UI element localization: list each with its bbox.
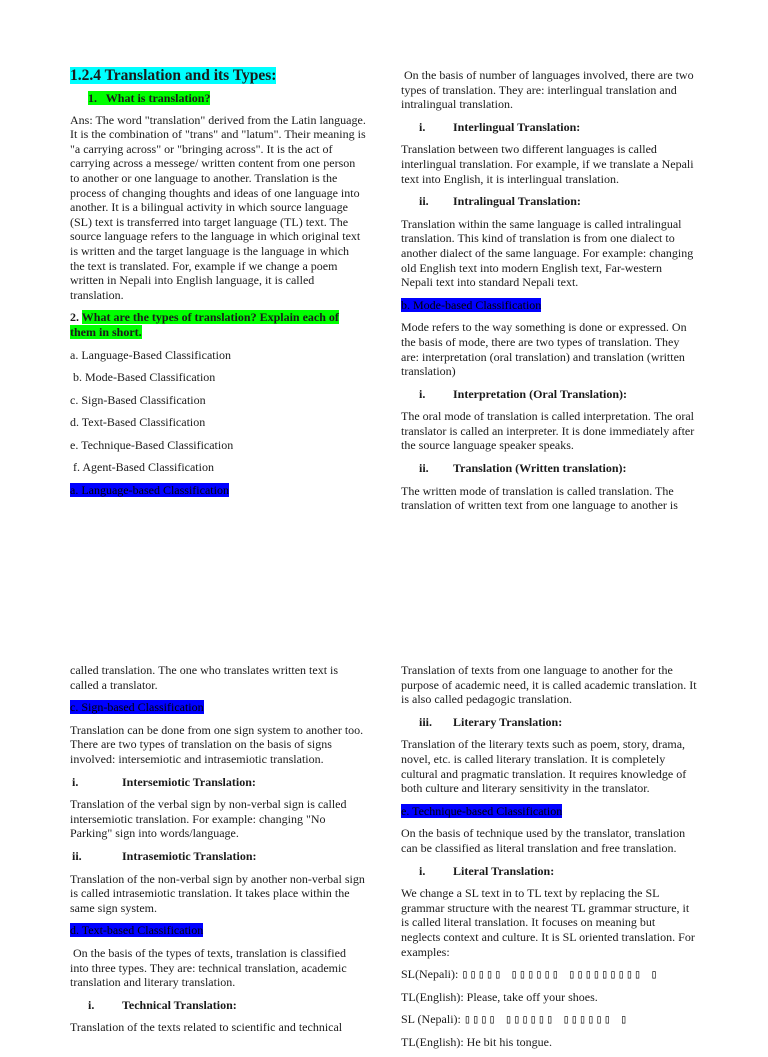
interpretation-text: The oral mode of translation is called interpretation. The oral translator is called an interpreter. It is done immediately after the source language speaker speaks. bbox=[401, 409, 695, 453]
example-1-tl: TL(English): Please, take off your shoes. bbox=[401, 989, 598, 1004]
bottom-left-column bbox=[70, 663, 366, 1043]
question-1: 1. What is translation? bbox=[88, 91, 211, 105]
technique-text: On the basis of technique used by the translator, translation can be classified as literal translation and free translation. bbox=[401, 826, 686, 855]
interlingual-text: Translation between two different languages is called interlingual translation. For example, if we translate a Nepali text into English, it is interlingual translation. bbox=[401, 142, 694, 186]
list-item: b. Mode-Based Classification bbox=[70, 370, 216, 385]
section-d-heading: d. Text-based Classification bbox=[70, 923, 204, 938]
bottom-right-column bbox=[401, 663, 697, 1057]
list-item: a. Language-Based Classification bbox=[70, 347, 231, 362]
question-2: 2. What are the types of translation? Explain each of them in short. bbox=[70, 310, 339, 339]
subheading-intralingual: ii. Intralingual Translation: bbox=[419, 194, 581, 209]
list-item: e. Technique-Based Classification bbox=[70, 437, 234, 452]
subheading-interlingual: i. Interlingual Translation: bbox=[419, 119, 581, 134]
section-a-heading: a. Language-based Classification bbox=[70, 483, 229, 498]
subheading-written-translation: ii. Translation (Written translation): bbox=[419, 461, 627, 476]
section-b-heading: b. Mode-based Classification bbox=[401, 297, 542, 312]
academic-text: Translation of texts from one language to another for the purpose of academic need, it is called academic translation. It is also called pedagogic translation. bbox=[401, 663, 697, 707]
answer-paragraph: Ans: The word "translation" derived from the Latin language. It is the combination of "trans" and "latum". Their meaning is "a carrying across" or "bringing across". It is the act of carrying across a messege/ written content from one person to another or one language to another. Translation is the process of changing thoughts and ideas of one language into another. It is a bilingual activity in which source language (SL) text is transferred into target language (TL) text. The source language refers to the language in which original text is written and the target language is the language in which the text is translated. For, example if we change a poem written in Nepali into English language, it is called translation. bbox=[70, 112, 366, 302]
intersemiotic-text: Translation of the verbal sign by non-verbal sign is called intersemiotic translation. For example: changing "No Parking" sign into words/language. bbox=[70, 797, 347, 841]
sign-text: Translation can be done from one sign system to another too. There are two types of translation on the basis of signs involved: intersemiotic and intrasemiotic translation. bbox=[70, 722, 364, 766]
intralingual-text: Translation within the same language is called intralingual translation. This kind of translation is from one dialect to another dialect of the same language. For example: changing old English text into modern English text, Far-western Nepali text into standard Nepali text. bbox=[401, 216, 694, 290]
section-heading: 1.2.4 Translation and its Types: bbox=[70, 67, 277, 84]
list-item: f. Agent-Based Classification bbox=[70, 460, 214, 475]
text-based-text: On the basis of the types of texts, translation is classified into three types. They are: technical translation, academic translation and literary translation. bbox=[70, 945, 350, 990]
subheading-literary: iii. Literary Translation: bbox=[419, 714, 563, 729]
subheading-intrasemiotic: ii. Intrasemiotic Translation: bbox=[72, 848, 257, 863]
top-right-column bbox=[401, 68, 697, 521]
subheading-interpretation: i. Interpretation (Oral Translation): bbox=[419, 386, 627, 401]
continued-text: called translation. The one who translates written text is called a translator. bbox=[70, 663, 339, 692]
subheading-literal: i. Literal Translation: bbox=[419, 863, 555, 878]
top-left-column bbox=[70, 66, 366, 506]
section-e-heading: e. Technique-based Classification bbox=[401, 803, 563, 818]
technical-text: Translation of the texts related to scientific and technical bbox=[70, 1020, 343, 1035]
subheading-intersemiotic: i. Intersemiotic Translation: bbox=[72, 774, 256, 789]
list-item: c. Sign-Based Classification bbox=[70, 392, 206, 407]
mode-text: Mode refers to the way something is done or expressed. On the basis of mode, there are two types of translation. They are: interpretation (oral translation) and translation (written translation) bbox=[401, 320, 687, 379]
example-2-sl: SL (Nepali): ▯▯▯▯ ▯▯▯▯▯▯ ▯▯▯▯▯▯ ▯ bbox=[401, 1012, 629, 1027]
subheading-technical: i. Technical Translation: bbox=[88, 997, 237, 1012]
intrasemiotic-text: Translation of the non-verbal sign by another non-verbal sign is called intrasemiotic translation. It takes place within the same sign system. bbox=[70, 871, 365, 915]
literal-text: We change a SL text in to TL text by replacing the SL grammar structure with the nearest TL grammar structure, it is called literal translation. It focuses on meaning but neglects context and culture. It is SL oriented translation. For examples: bbox=[401, 886, 695, 959]
example-2-tl: TL(English): He bit his tongue. bbox=[401, 1034, 552, 1049]
literary-text: Translation of the literary texts such as poem, story, drama, novel, etc. is called literary translation. It is completely cultural and pragmatic translation. It requires knowledge of both culture and literary sensitivity in the translator. bbox=[401, 737, 687, 796]
list-item: d. Text-Based Classification bbox=[70, 415, 206, 430]
example-1-sl: SL(Nepali): ▯▯▯▯▯ ▯▯▯▯▯▯ ▯▯▯▯▯▯▯▯▯ ▯ bbox=[401, 967, 659, 982]
classification-list bbox=[70, 348, 366, 476]
section-c-heading: c. Sign-based Classification bbox=[70, 700, 204, 715]
written-translation-text: The written mode of translation is called translation. The translation of written text from one language to another is bbox=[401, 483, 678, 513]
language-intro: On the basis of number of languages involved, there are two types of translation. They are: interlingual translation and intralingual translation. bbox=[401, 68, 697, 112]
